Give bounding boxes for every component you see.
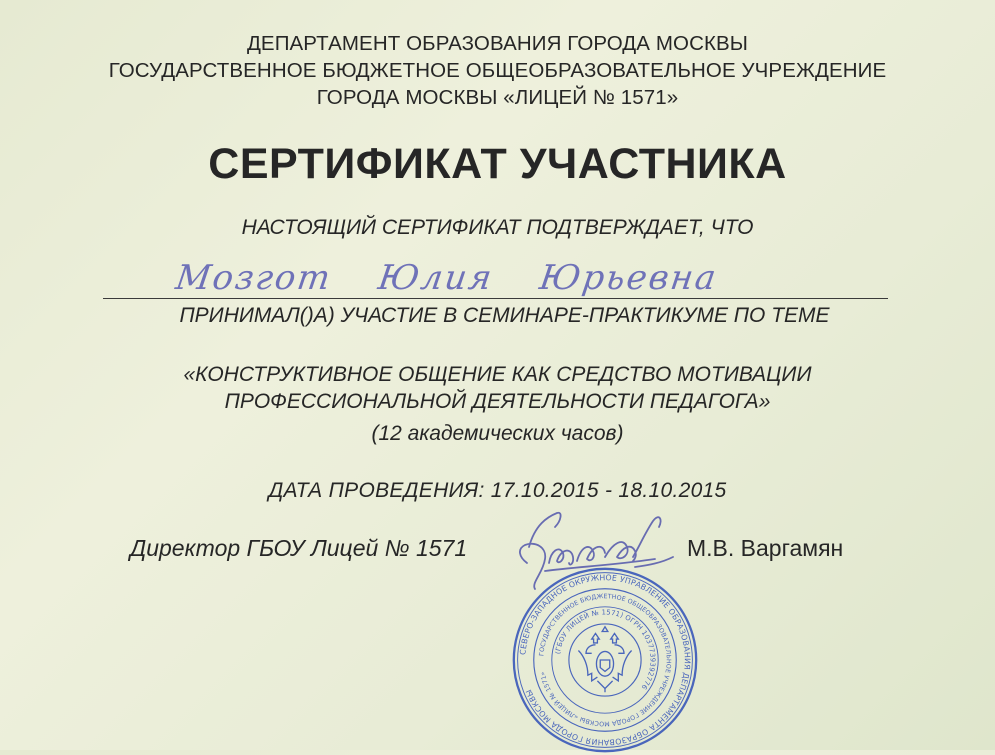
director-title: Директор ГБОУ Лицей № 1571: [130, 535, 468, 561]
academic-hours: (12 академических часов): [371, 422, 624, 445]
issuer-header: [0, 30, 995, 111]
stamp-outer-text: СЕВЕРО-ЗАПАДНОЕ ОКРУЖНОЕ УПРАВЛЕНИЕ ОБРАЗОВАНИЯ ДЕПАРТАМЕНТА ОБРАЗОВАНИЯ ГОРОДА МОСКВЫ: [518, 573, 692, 747]
institution-name-line: ГОРОДА МОСКВЫ «ЛИЦЕЙ № 1571»: [316, 86, 679, 109]
confirmation-text: НАСТОЯЩИЙ СЕРТИФИКАТ ПОДТВЕРЖДАЕТ, ЧТО: [241, 216, 754, 239]
seminar-topic: [0, 361, 995, 415]
institution-type-line: ГОСУДАРСТВЕННОЕ БЮДЖЕТНОЕ ОБЩЕОБРАЗОВАТЕЛЬНОЕ УЧРЕЖДЕНИЕ: [108, 59, 887, 82]
topic-line-2: ПРОФЕССИОНАЛЬНОЙ ДЕЯТЕЛЬНОСТИ ПЕДАГОГА»: [224, 390, 771, 413]
participation-text: ПРИНИМАЛ()А) УЧАСТИЕ В СЕМИНАРЕ-ПРАКТИКУМЕ ПО ТЕМЕ: [179, 304, 830, 327]
event-dates: ДАТА ПРОВЕДЕНИЯ: 17.10.2015 - 18.10.2015: [268, 479, 727, 502]
eagle-emblem-icon: [578, 627, 631, 693]
director-name: М.В. Варгамян: [687, 535, 844, 561]
name-underline: [103, 298, 888, 299]
department-line: ДЕПАРТАМЕНТ ОБРАЗОВАНИЯ ГОРОДА МОСКВЫ: [246, 32, 749, 55]
stamp-middle-text: ГОСУДАРСТВЕННОЕ БЮДЖЕТНОЕ ОБЩЕОБРАЗОВАТЕЛЬНОЕ УЧРЕЖДЕНИЕ ГОРОДА МОСКВЫ «ЛИЦЕЙ № 1571»: [538, 593, 672, 727]
topic-line-1: «КОНСТРУКТИВНОЕ ОБЩЕНИЕ КАК СРЕДСТВО МОТИВАЦИИ: [183, 363, 812, 386]
stamp-inner-text: (ГБОУ ЛИЦЕЙ № 1571) ОГРН 1037739392776: [553, 608, 657, 692]
director-signature: [505, 505, 695, 600]
certificate-title: СЕРТИФИКАТ УЧАСТНИКА: [208, 140, 787, 188]
participant-name: Мозгот Юлия Юрьевна: [173, 258, 721, 298]
